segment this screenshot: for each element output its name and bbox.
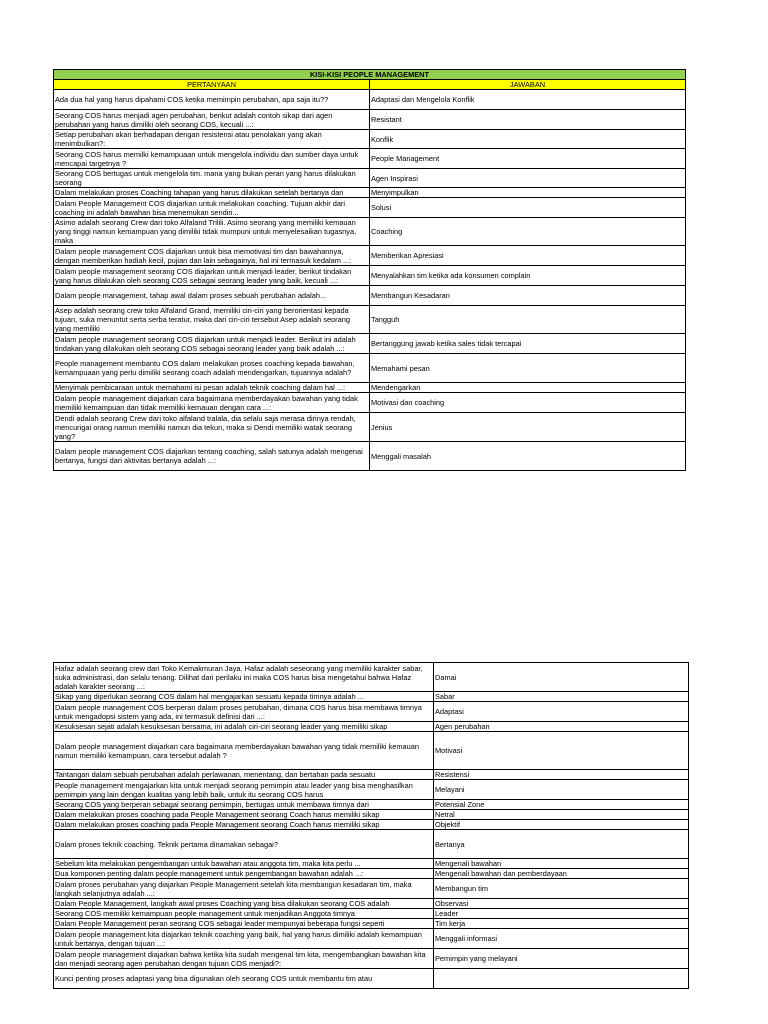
- answer-cell: [434, 969, 689, 989]
- table-row: [54, 198, 686, 218]
- table-row: [54, 354, 686, 383]
- answer-cell: Sabar: [434, 692, 689, 702]
- question-cell: Kesuksesan sejati adalah kesuksesan bersama, ini adalah ciri-ciri seorang leader yang memiliki sikap: [54, 722, 434, 732]
- answer-cell: Objektif: [434, 820, 689, 830]
- answer-cell: Menyalahkan tim ketika ada konsumen complain: [370, 266, 686, 286]
- table-row: [54, 899, 689, 909]
- table-row: [54, 393, 686, 413]
- table-row: [54, 130, 686, 149]
- answer-cell: Motivasi: [434, 732, 689, 770]
- table-row: [54, 810, 689, 820]
- table-row: [54, 169, 686, 188]
- answer-cell: Pemimpin yang melayani: [434, 949, 689, 969]
- answer-cell: Solusi: [370, 198, 686, 218]
- table-row: [54, 702, 689, 722]
- question-cell: Dalam proses perubahan yang diajarkan People Management setelah kita membangun kesadaran tim, maka langkah selanjutnya adalah ...:: [54, 879, 434, 899]
- answer-cell: Damai: [434, 663, 689, 692]
- answer-cell: Adaptasi dan Mengelola Konflik: [370, 90, 686, 110]
- answer-cell: People Management: [370, 149, 686, 169]
- table-title: KISI-KISI PEOPLE MANAGEMENT: [54, 70, 686, 80]
- table-row: [54, 949, 689, 969]
- answer-cell: Coaching: [370, 218, 686, 246]
- sheet-page-1: [53, 69, 686, 471]
- question-cell: Tantangan dalam sebuah perubahan adalah perlawanan, menentang, dan bertahan pada sesuatu: [54, 770, 434, 780]
- table-row: [54, 218, 686, 246]
- question-cell: Dalam proses teknik coaching. Teknik pertama dinamakan sebagai?: [54, 830, 434, 859]
- answer-cell: Menggali informasi: [434, 929, 689, 949]
- table-row: [54, 246, 686, 266]
- answer-cell: Agen Inspirasi: [370, 169, 686, 188]
- table-row: [54, 722, 689, 732]
- answer-cell: Melayani: [434, 780, 689, 800]
- table-row: [54, 286, 686, 306]
- question-cell: Menyimak pembicaraan untuk memahami isi pesan adalah teknik coaching dalam hal ...:: [54, 383, 370, 393]
- question-cell: Dalam People Management, langkah awal proses Coaching yang bisa dilakukan seorang COS adalah: [54, 899, 434, 909]
- question-cell: Dalam people management seorang COS diajarkan untuk menjadi leader, berikut tindakan yang harus dilakukan oleh seorang COS sebagai seorang leader yang baik, kecuali ...:: [54, 266, 370, 286]
- question-cell: Dalam people management, tahap awal dalam proses sebuah perubahan adalah...: [54, 286, 370, 306]
- table-row: [54, 188, 686, 198]
- table-row: [54, 800, 689, 810]
- table-row: [54, 110, 686, 130]
- answer-cell: Membangun tim: [434, 879, 689, 899]
- answer-cell: Memberikan Apresiasi: [370, 246, 686, 266]
- question-cell: People management membantu COS dalam melakukan proses coaching kepada bawahan, kemampuaan yang perlu dimiliki seorang coach adalah mendengarkan, tujuannya adalah?: [54, 354, 370, 383]
- question-cell: Hafaz adalah seorang crew dari Toko Kemakmuran Jaya. Hafaz adalah seseorang yang memiliki karakter sabar, suka administrasi, dan selalu tenang. Dilihat dari perilaku ini maka COS harus bisa mengetahui bahwa Hafaz adalah karakter seorang ...:: [54, 663, 434, 692]
- question-cell: Dalam People Management peran seorang COS sebagai leader mempunyai beberapa fungsi seperti: [54, 919, 434, 929]
- question-cell: Dalam melakukan proses coaching pada People Management seorang Coach harus memiliki sikap: [54, 810, 434, 820]
- answer-cell: Mengenali bawahan dan pemberdayaan: [434, 869, 689, 879]
- question-cell: Dalam melakukan proses Coaching tahapan yang harus dilakukan setelah bertanya dan: [54, 188, 370, 198]
- header-answer: JAWABAN: [370, 80, 686, 90]
- table-row: [54, 90, 686, 110]
- answer-cell: Motivasi dan coaching: [370, 393, 686, 413]
- answer-cell: Resistant: [370, 110, 686, 130]
- header-question: PERTANYAAN: [54, 80, 370, 90]
- answer-cell: Jenius: [370, 413, 686, 442]
- table-row: [54, 820, 689, 830]
- answer-cell: Memahami pesan: [370, 354, 686, 383]
- question-cell: Sikap yang diperlukan seorang COS dalam hal mengajarkan sesuatu kepada timnya adalah ...: [54, 692, 434, 702]
- question-cell: Seorang COS harus memilki kemampuaan untuk mengelola individu dan sumber daya untuk mencapai targetnya ?: [54, 149, 370, 169]
- answer-cell: Mendengarkan: [370, 383, 686, 393]
- question-cell: Dalam melakukan proses coaching pada People Management seorang Coach harus memiliki sikap: [54, 820, 434, 830]
- table-title-row: [54, 70, 686, 80]
- table-row: [54, 909, 689, 919]
- question-cell: Asep adalah seorang crew toko Alfaland Grand, memiliki ciri-ciri yang berorientasi kepada tujuan, suka menuntut serta serba teratur, maka dari ciri-ciri tersebut Asep adalah seorang yang memiliki: [54, 306, 370, 334]
- table-row: [54, 969, 689, 989]
- table-row: [54, 383, 686, 393]
- table-row: [54, 929, 689, 949]
- answer-cell: Menyimpulkan: [370, 188, 686, 198]
- question-cell: Sebelum kita melakukan pengembangan untuk bawahan atau anggota tim, maka kita perlu ...: [54, 859, 434, 869]
- answer-cell: Menggali masalah: [370, 442, 686, 471]
- question-cell: Dalam people management COS diajarkan untuk bisa memotivasi tim dan bawahannya, dengan memberikan hadiah kecil, pujian dan lain sebagainya, hal ini termasuk kedalam ...:: [54, 246, 370, 266]
- table-row: [54, 859, 689, 869]
- question-cell: Dalam people management seorang COS diajarkan untuk menjadi leader. Berikut ini adalah tindakan yang dilakukan oleh seorang COS sebagai seorang leader yang baik adalah ...:: [54, 334, 370, 354]
- question-cell: Ada dua hal yang harus dipahami COS ketika memimpin perubahan, apa saja itu??: [54, 90, 370, 110]
- question-cell: Seorang COS yang berperan sebagai seorang pemimpin, bertugas untuk membawa timnya dari: [54, 800, 434, 810]
- question-cell: Setiap perubahan akan berhadapan dengan resistensi atau penolakan yang akan menimbulkan?:: [54, 130, 370, 149]
- table-row: [54, 780, 689, 800]
- qa-table-2: [53, 662, 689, 989]
- question-cell: Dalam people management kita diajarkan teknik coaching yang baik, hal yang harus dimiliki adalah kemampuan untuk bertanya, dengan tujuan ...:: [54, 929, 434, 949]
- question-cell: Dalam People Management COS diajarkan untuk melakukan coaching. Tujuan akhir dari coaching ini adalah bawahan bisa menemukan sendiri...: [54, 198, 370, 218]
- column-header-row: [54, 80, 686, 90]
- table-row: [54, 732, 689, 770]
- question-cell: Dalam people management diajarkan cara bagaimana memberdayakan bawahan yang tidak memiliki kemauan namun memiliki kemampuan, cara tersebut adalah ?: [54, 732, 434, 770]
- question-cell: Asimo adalah seorang Crew dari toko Alfaland Trilili. Asimo seorang yang memiliki kemauan yang tinggi namun kemampuan yang dimiliki tidak mumpuni untuk menyelesaikan tugasnya, maka: [54, 218, 370, 246]
- answer-cell: Netral: [434, 810, 689, 820]
- table-row: [54, 770, 689, 780]
- table-row: [54, 413, 686, 442]
- table-row: [54, 830, 689, 859]
- answer-cell: Potensial Zone: [434, 800, 689, 810]
- question-cell: Dalam people management COS diajarkan tentang coaching, salah satunya adalah mengenai bertanya, fungsi dari aktivitas bertanya adalah ...:: [54, 442, 370, 471]
- table-row: [54, 149, 686, 169]
- table-row: [54, 663, 689, 692]
- answer-cell: Bertanya: [434, 830, 689, 859]
- sheet-page-2: [53, 662, 686, 989]
- question-cell: People management mengajarkan kita untuk menjadi seorang pemimpin atau leader yang bisa menghasilkan pemimpin yang lain dengan kualitas yang lebih baik, untuk itu seorang COS harus: [54, 780, 434, 800]
- question-cell: Dendi adalah seorang Crew dari toko alfaland tralala, dia selalu saja merasa dirinya rendah, mencurigai orang namun memiliki namun dia tekun, maka si Dendi memiliki watak seorang yang?: [54, 413, 370, 442]
- answer-cell: Konflik: [370, 130, 686, 149]
- question-cell: Seorang COS memiliki kemampuan people management untuk menjadikan Anggota timnya: [54, 909, 434, 919]
- table-row: [54, 306, 686, 334]
- table-row: [54, 266, 686, 286]
- table-row: [54, 442, 686, 471]
- table-row: [54, 692, 689, 702]
- question-cell: Dua komponen penting dalam people management untuk pengembangan bawahan adalah ...:: [54, 869, 434, 879]
- answer-cell: Adaptasi: [434, 702, 689, 722]
- answer-cell: Bertanggung jawab ketika sales tidak tercapai: [370, 334, 686, 354]
- answer-cell: Tangguh: [370, 306, 686, 334]
- table-row: [54, 919, 689, 929]
- answer-cell: Membangun Kesadaran: [370, 286, 686, 306]
- table-row: [54, 334, 686, 354]
- answer-cell: Mengenali bawahan: [434, 859, 689, 869]
- question-cell: Dalam people management COS berperan dalam proses perubahan, dimana COS harus bisa membawa timnya untuk mengadopsi sistem yang ada, ini termasuk definisi dari ...:: [54, 702, 434, 722]
- question-cell: Dalam people management diajarkan bahwa ketika kita sudah mengenal tim kita, mengembangkan bawahan kita dan menjadi seorang agen perubahan dengan tujuan COS menjadi?:: [54, 949, 434, 969]
- answer-cell: Resistensi: [434, 770, 689, 780]
- question-cell: Seorang COS harus menjadi agen perubahan, berikut adalah contoh sikap dari agen perubahan yang harus dimiliki oleh seorang COS, kecuali ...:: [54, 110, 370, 130]
- qa-table-1: [53, 69, 686, 471]
- question-cell: Dalam people management diajarkan cara bagaimana memberdayakan bawahan yang tidak memiliki kemampuan dan tidak memiliki kemauan dengan cara ...:: [54, 393, 370, 413]
- answer-cell: Observasi: [434, 899, 689, 909]
- table-row: [54, 869, 689, 879]
- answer-cell: Tim kerja: [434, 919, 689, 929]
- answer-cell: Leader: [434, 909, 689, 919]
- question-cell: Kunci penting proses adaptasi yang bisa digunakan oleh seorang COS untuk membantu tim atau: [54, 969, 434, 989]
- answer-cell: Agen perubahan: [434, 722, 689, 732]
- table-row: [54, 879, 689, 899]
- question-cell: Seorang COS bertugas untuk mengelola tim. mana yang bukan peran yang harus dilakukan seorang: [54, 169, 370, 188]
